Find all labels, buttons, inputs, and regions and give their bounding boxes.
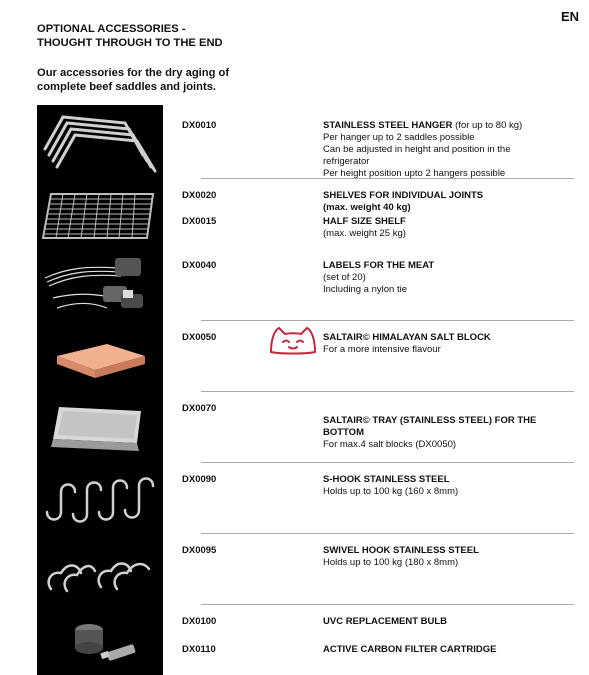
product-code: DX0100	[182, 616, 217, 627]
accessory-row-shelves	[37, 178, 574, 248]
product-description: ACTIVE CARBON FILTER CARTRIDGE	[323, 644, 497, 655]
bulb-filter-photo	[37, 604, 163, 675]
row-divider	[201, 178, 574, 179]
product-description: LABELS FOR THE MEAT (set of 20) Including a nylon tie	[323, 260, 435, 295]
hanger-icon	[37, 105, 163, 178]
product-code: DX0090	[182, 474, 217, 485]
cat-face-logo-icon	[267, 324, 319, 356]
accessory-row-s-hook	[37, 462, 574, 533]
product-code: DX0095	[182, 545, 217, 556]
product-code: DX0040	[182, 260, 217, 271]
salt-block-icon	[37, 320, 163, 391]
product-description: UVC REPLACEMENT BULB	[323, 616, 448, 627]
tray-photo	[37, 391, 163, 462]
language-label: EN	[560, 9, 579, 24]
product-description: SALTAIR© HIMALAYAN SALT BLOCK For a more intensive flavour	[323, 332, 491, 355]
salt-block-photo	[37, 320, 163, 391]
product-description: HALF SIZE SHELF (max. weight 25 kg)	[323, 216, 406, 239]
accessory-row-tray	[37, 391, 574, 462]
s-hook-photo	[37, 462, 163, 533]
labels-photo	[37, 248, 163, 320]
product-code: DX0050	[182, 332, 217, 343]
product-description: SALTAIR© TRAY (STAINLESS STEEL) FOR THE BOTTOM For max.4 salt blocks (DX0050)	[323, 415, 537, 450]
uvc-bulb-icon	[37, 604, 163, 675]
product-code: DX0010	[182, 120, 217, 131]
product-code: DX0110	[182, 644, 216, 655]
product-description: SHELVES FOR INDIVIDUAL JOINTS (max. weight 40 kg)	[323, 190, 484, 213]
wire-shelf-icon	[37, 178, 163, 248]
product-code: DX0070	[182, 403, 217, 414]
product-description: S-HOOK STAINLESS STEEL Holds up to 100 kg (160 x 8mm)	[323, 474, 459, 497]
shelf-photo	[37, 178, 163, 248]
accessory-row-labels	[37, 248, 574, 320]
row-divider	[201, 533, 574, 534]
accessory-row-bulb-filter	[37, 604, 574, 675]
row-divider	[201, 320, 574, 321]
row-divider	[201, 391, 574, 392]
page-heading: OPTIONAL ACCESSORIES - THOUGHT THROUGH TO THE END	[37, 23, 223, 49]
accessory-row-swivel-hook	[37, 533, 574, 604]
product-description: SWIVEL HOOK STAINLESS STEEL Holds up to 100 kg (180 x 8mm)	[323, 545, 479, 568]
product-code: DX0020	[182, 190, 217, 201]
row-divider	[201, 462, 574, 463]
steel-tray-icon	[37, 391, 163, 462]
accessory-row-hanger	[37, 105, 574, 178]
row-divider	[201, 604, 574, 605]
product-code: DX0015	[182, 216, 217, 227]
accessory-row-salt-block	[37, 320, 574, 391]
hanger-photo	[37, 105, 163, 178]
s-hook-icon	[37, 462, 163, 533]
meat-label-icon	[37, 248, 163, 320]
swivel-hook-photo	[37, 533, 163, 604]
swivel-hook-icon	[37, 533, 163, 604]
product-description: STAINLESS STEEL HANGER (for up to 80 kg) Per hanger up to 2 saddles possible Can be adjusted in height and position in the refrigerator Per height position upto 2 hangers possible	[323, 120, 523, 179]
page-subheading: Our accessories for the dry aging of complete beef saddles and joints.	[37, 67, 230, 93]
